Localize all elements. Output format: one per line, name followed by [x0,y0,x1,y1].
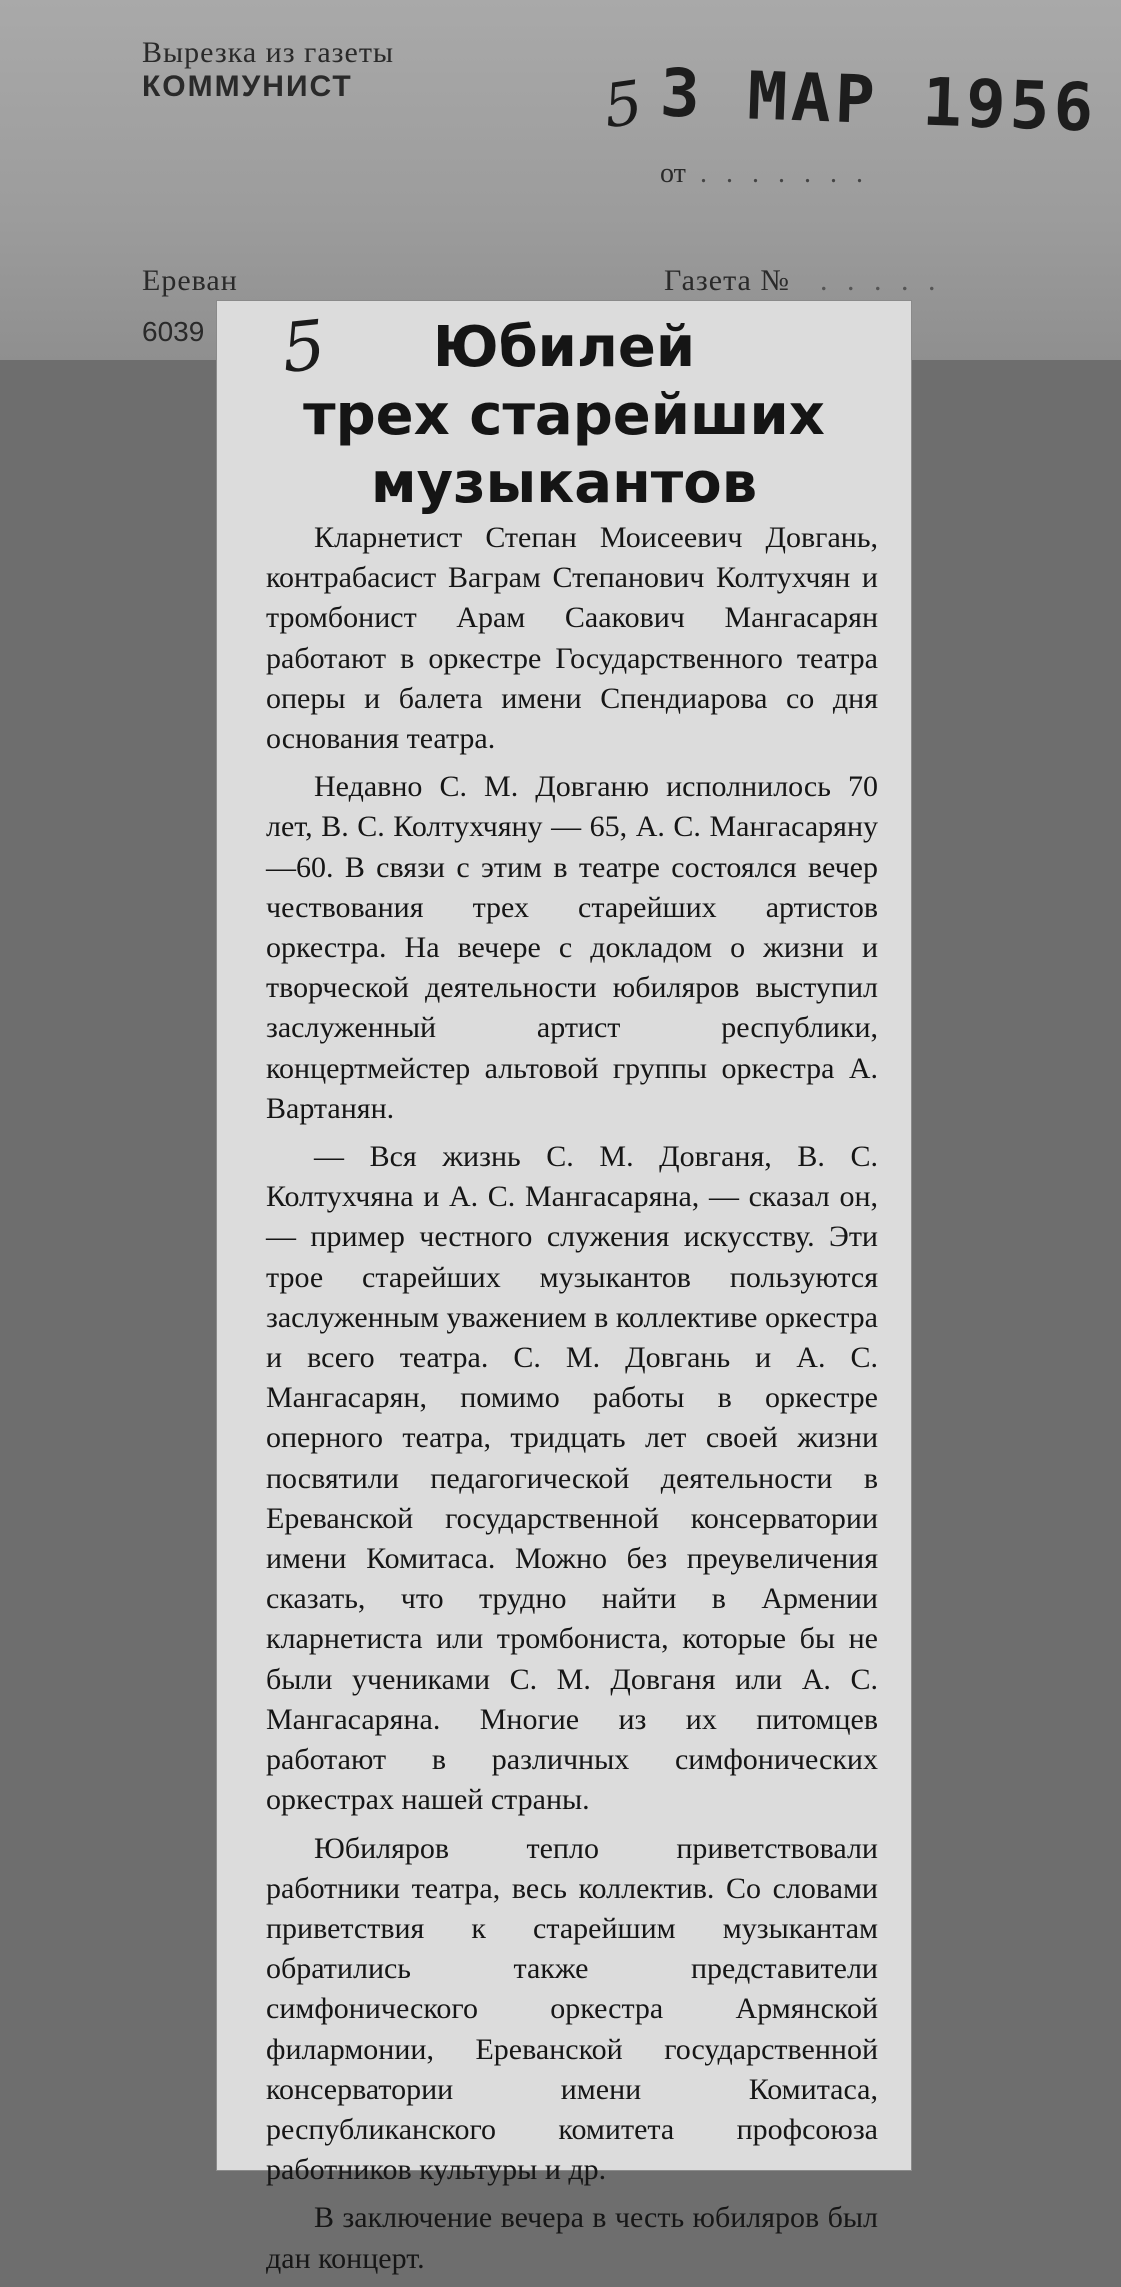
newspaper-clipping [216,300,912,2275]
headline-line-1: Юбилей [432,315,696,380]
date-stamp: 3 МАР 1956 [658,54,1099,147]
newspaper-name: КОММУНИСТ [142,70,353,103]
headline-line-2: трех старейших [303,383,825,448]
article-paragraph: В заключение вечера в честь юбиляров был дан концерт. [266,2201,878,2275]
article-body [266,518,878,2287]
handwritten-mark: 5 [599,67,647,143]
archive-number: 6039 [142,316,205,347]
handwritten-number: 5 [277,305,330,390]
from-label: от [660,158,686,189]
headline-line-3: музыкантов [370,451,758,516]
city-label: Ереван [142,264,238,297]
gazeta-number-dots: . . . . . [820,264,942,297]
from-dots: . . . . . . . [700,158,869,189]
clipping-source-label: Вырезка из газеты [142,36,395,69]
article-paragraph: Недавно С. М. Довганю исполнилось 70 лет, В. С. Колтухчяну — 65, А. С. Мангасаряну—60. В связи с этим в театре состоялся вечер чествования трех старейших артистов оркестра. На вечере с докладом о жизни и творческой деятельности юбиляров выступил заслуженный артист республики, концертмейстер альтовой группы оркестра А. Вартанян. [266,770,878,1125]
article-paragraph: Кларнетист Степан Моисеевич Довгань, контрабасист Ваграм Степанович Колтухчян и тромбонист Арам Саакович Мангасарян работают в оркестре Государственного театра оперы и балета имени Спендиарова со дня основания театра. [266,521,878,756]
gazeta-number-label: Газета № [664,264,790,297]
article-paragraph: — Вся жизнь С. М. Довганя, В. С. Колтухчяна и А. С. Мангасаряна, — сказал он, — пример честного служения искусству. Эти трое старейших музыкантов пользуются заслуженным уважением в коллективе оркестра и всего театра. С. М. Довгань и А. С. Мангасарян, помимо работы в оркестре оперного театра, тридцать лет своей жизни посвятили педагогической деятельности в Ереванской государственной консерватории имени Комитаса. Можно без преувеличения сказать, что трудно найти в Армении кларнетиста или тромбониста, которые бы не были учениками С. М. Довганя или А. С. Мангасаряна. Многие из их питомцев работают в различных симфонических оркестрах нашей страны. [266,1140,878,1817]
article-paragraph: Юбиляров тепло приветствовали работники театра, весь коллектив. Со словами приветствия к старейшим музыкантам обратились также представители симфонического оркестра Армянской филармонии, Ереванской государственной консерватории имени Комитаса, республиканского комитета профсоюза работников культуры и др. [266,1831,878,2187]
